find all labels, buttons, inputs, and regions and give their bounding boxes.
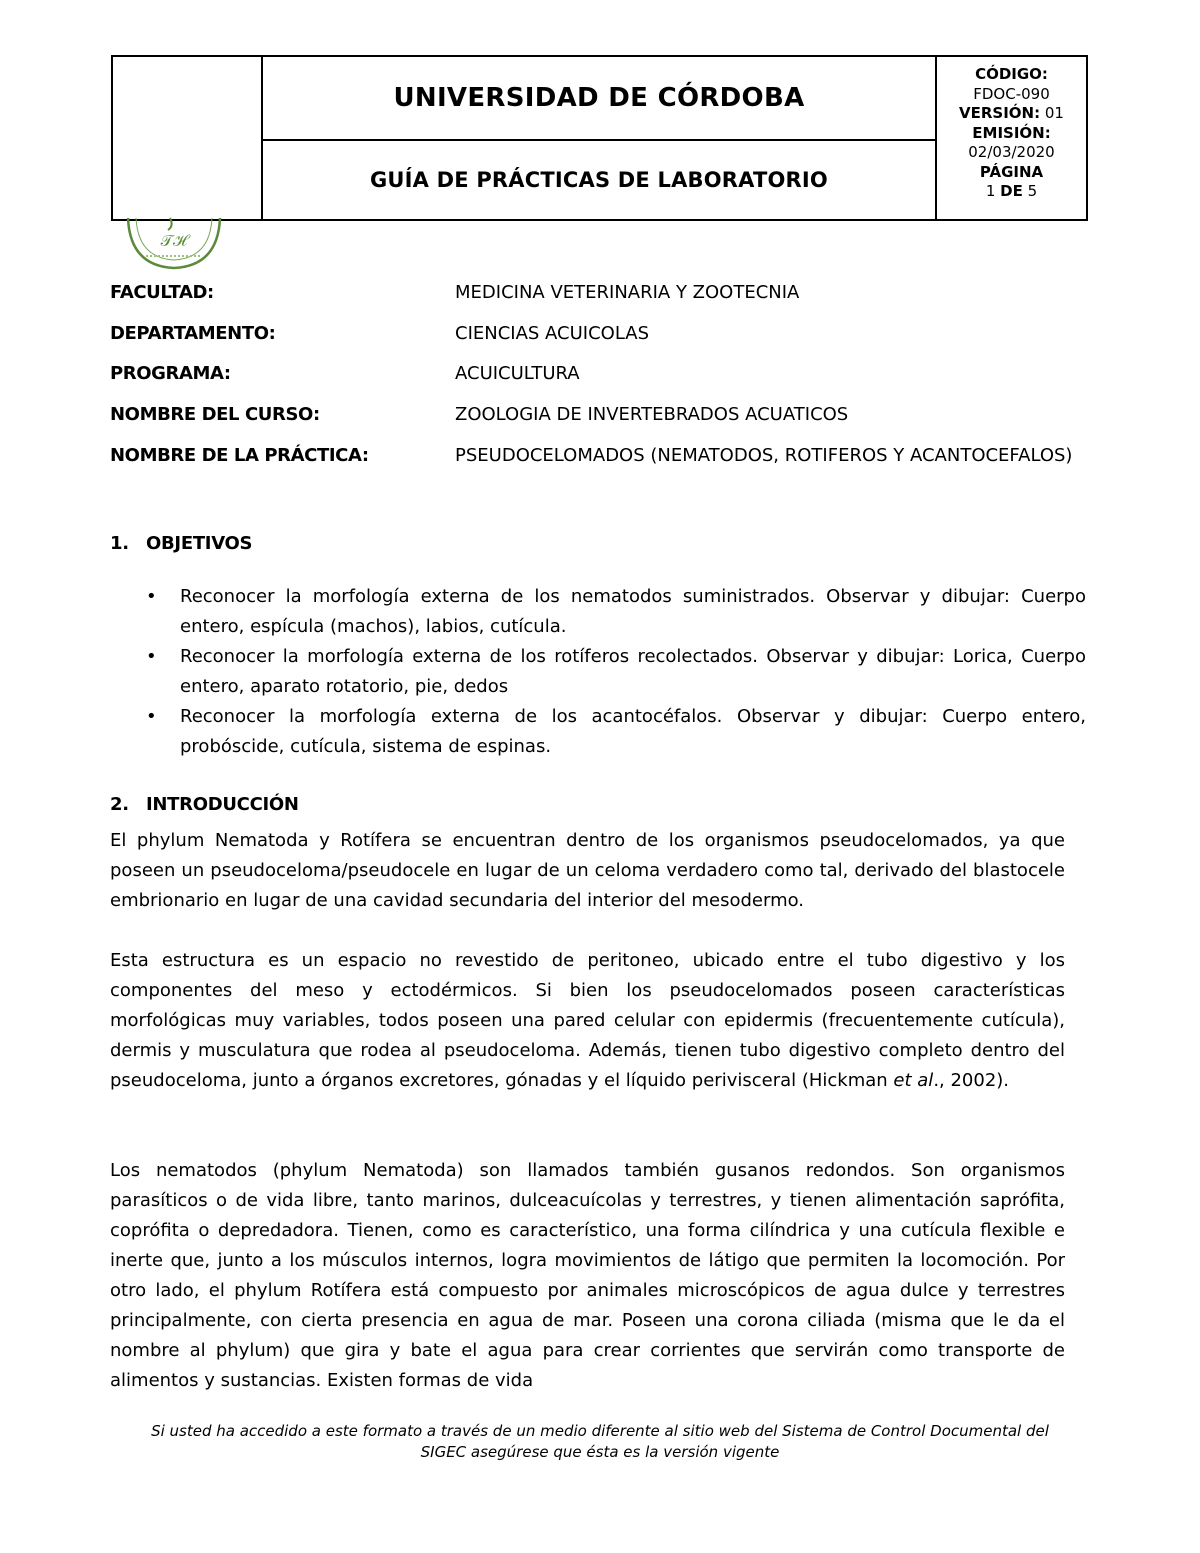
page-total: 5 (1027, 182, 1038, 200)
intro-paragraph-3: Los nematodos (phylum Nematoda) son llamados también gusanos redondos. Son organismos parasíticos o de vida libre, tanto marinos, dulceacuícolas y terrestres, y tienen alimentación saprófita, coprófita o depredadora. Tienen, como es característico, una forma cilíndrica y una cutícula flexible e inerte que, junto a los músculos internos, logra movimientos de látigo que permiten la locomoción. Por otro lado, el phylum Rotífera está compuesto por animales microscópicos de agua dulce y terrestres principalmente, con cierta presencia en agua de mar. Poseen una corona ciliada (misma que le da el nombre al phylum) que gira y bate el agua para crear corrientes que servirán como transporte de alimentos y sustancias. Existen formas de vida (110, 1160, 1065, 1391)
intro-paragraph-2 (110, 946, 1065, 1096)
document-header-table (111, 55, 1088, 221)
course-info (110, 282, 1150, 485)
info-value: ACUICULTURA (455, 363, 580, 385)
section-title: INTRODUCCIÓN (146, 794, 299, 815)
objective-text: Reconocer la morfología externa de los acantocéfalos. Observar y dibujar: Cuerpo entero, probóscide, cutícula, sistema de espinas. (180, 706, 1086, 757)
info-row-department (110, 323, 1150, 364)
footer-line-2: SIGEC asegúrese que ésta es la versión vigente (420, 1443, 780, 1461)
info-row-program (110, 363, 1150, 404)
subtitle-cell (263, 141, 935, 219)
code-value: FDOC-090 (973, 84, 1050, 103)
bullet-icon: • (146, 646, 157, 667)
list-item (140, 582, 1086, 642)
document-metadata (935, 57, 1086, 219)
list-item (140, 702, 1086, 762)
footer-line-1: Si usted ha accedido a este formato a través de un medio diferente al sitio web del Sistema de Control Documental del (151, 1422, 1049, 1440)
info-row-course (110, 404, 1150, 445)
bullet-icon: • (146, 706, 157, 727)
section-heading-objectives (110, 533, 252, 554)
info-label: PROGRAMA: (110, 363, 231, 385)
info-label: DEPARTAMENTO: (110, 322, 276, 344)
info-value: CIENCIAS ACUICOLAS (455, 322, 650, 344)
intro-paragraph-2-text: Esta estructura es un espacio no revestido de peritoneo, ubicado entre el tubo digestivo y los componentes del meso y ectodérmicos. Si bien los pseudocelomados poseen características morfológicas muy variables, todos poseen una pared celular con epidermis (frecuentemente cutícula), dermis y musculatura que rodea al pseudoceloma. Además, tienen tubo digestivo completo dentro del pseudoceloma, junto a órganos excretores, gónadas y el líquido perivisceral (Hickman (110, 950, 1065, 1091)
page-current: 1 (985, 182, 996, 200)
info-value: ZOOLOGIA DE INVERTEBRADOS ACUATICOS (455, 404, 849, 426)
info-label: NOMBRE DE LA PRÁCTICA: (110, 444, 369, 466)
info-label: NOMBRE DEL CURSO: (110, 404, 320, 426)
info-row-faculty (110, 282, 1150, 323)
svg-text:𝒯ℋ: 𝒯ℋ (160, 231, 188, 250)
emission-label: EMISIÓN: (972, 123, 1051, 142)
objective-text: Reconocer la morfología externa de los rotíferos recolectados. Observar y dibujar: Lorica, Cuerpo entero, aparato rotatorio, pie, dedos (180, 646, 1086, 697)
list-item (140, 642, 1086, 702)
info-value: MEDICINA VETERINARIA Y ZOOTECNIA (455, 282, 800, 303)
version-label: VERSIÓN: (959, 104, 1041, 122)
code-label: CÓDIGO: (975, 65, 1048, 83)
emission-value: 02/03/2020 (968, 143, 1055, 161)
objective-text: Reconocer la morfología externa de los nematodos suministrados. Observar y dibujar: Cuerpo entero, espícula (machos), labios, cutícula. (180, 586, 1086, 637)
section-title: OBJETIVOS (146, 533, 253, 554)
section-number: 2. (110, 794, 129, 815)
citation-year: ., 2002). (933, 1070, 1010, 1091)
section-heading-introduction (110, 794, 299, 815)
document-subtitle: GUÍA DE PRÁCTICAS DE LABORATORIO (369, 168, 828, 192)
title-cell (263, 57, 935, 141)
version-value: 01 (1044, 104, 1064, 122)
citation-et-al: et al (893, 1070, 934, 1091)
info-value: PSEUDOCELOMADOS (NEMATODOS, ROTIFEROS Y ACANTOCEFALOS) (455, 444, 1073, 466)
info-row-practice (110, 445, 1150, 486)
bullet-icon: • (146, 586, 157, 607)
university-title: UNIVERSIDAD DE CÓRDOBA (393, 83, 805, 113)
page-label: PÁGINA (979, 162, 1044, 181)
objectives-list (140, 582, 1086, 762)
university-seal-logo (124, 214, 224, 270)
section-number: 1. (110, 533, 129, 554)
intro-paragraph-1: El phylum Nematoda y Rotífera se encuentran dentro de los organismos pseudocelomados, ya que poseen un pseudoceloma/pseudocele en lugar de un celoma verdadero como tal, derivado del blastocele embrionario en lugar de una cavidad secundaria del interior del mesodermo. (110, 830, 1065, 911)
page-footer-notice (120, 1421, 1080, 1463)
logo-cell (113, 57, 263, 219)
page-of: DE (1000, 182, 1023, 200)
info-label: FACULTAD: (110, 282, 214, 303)
